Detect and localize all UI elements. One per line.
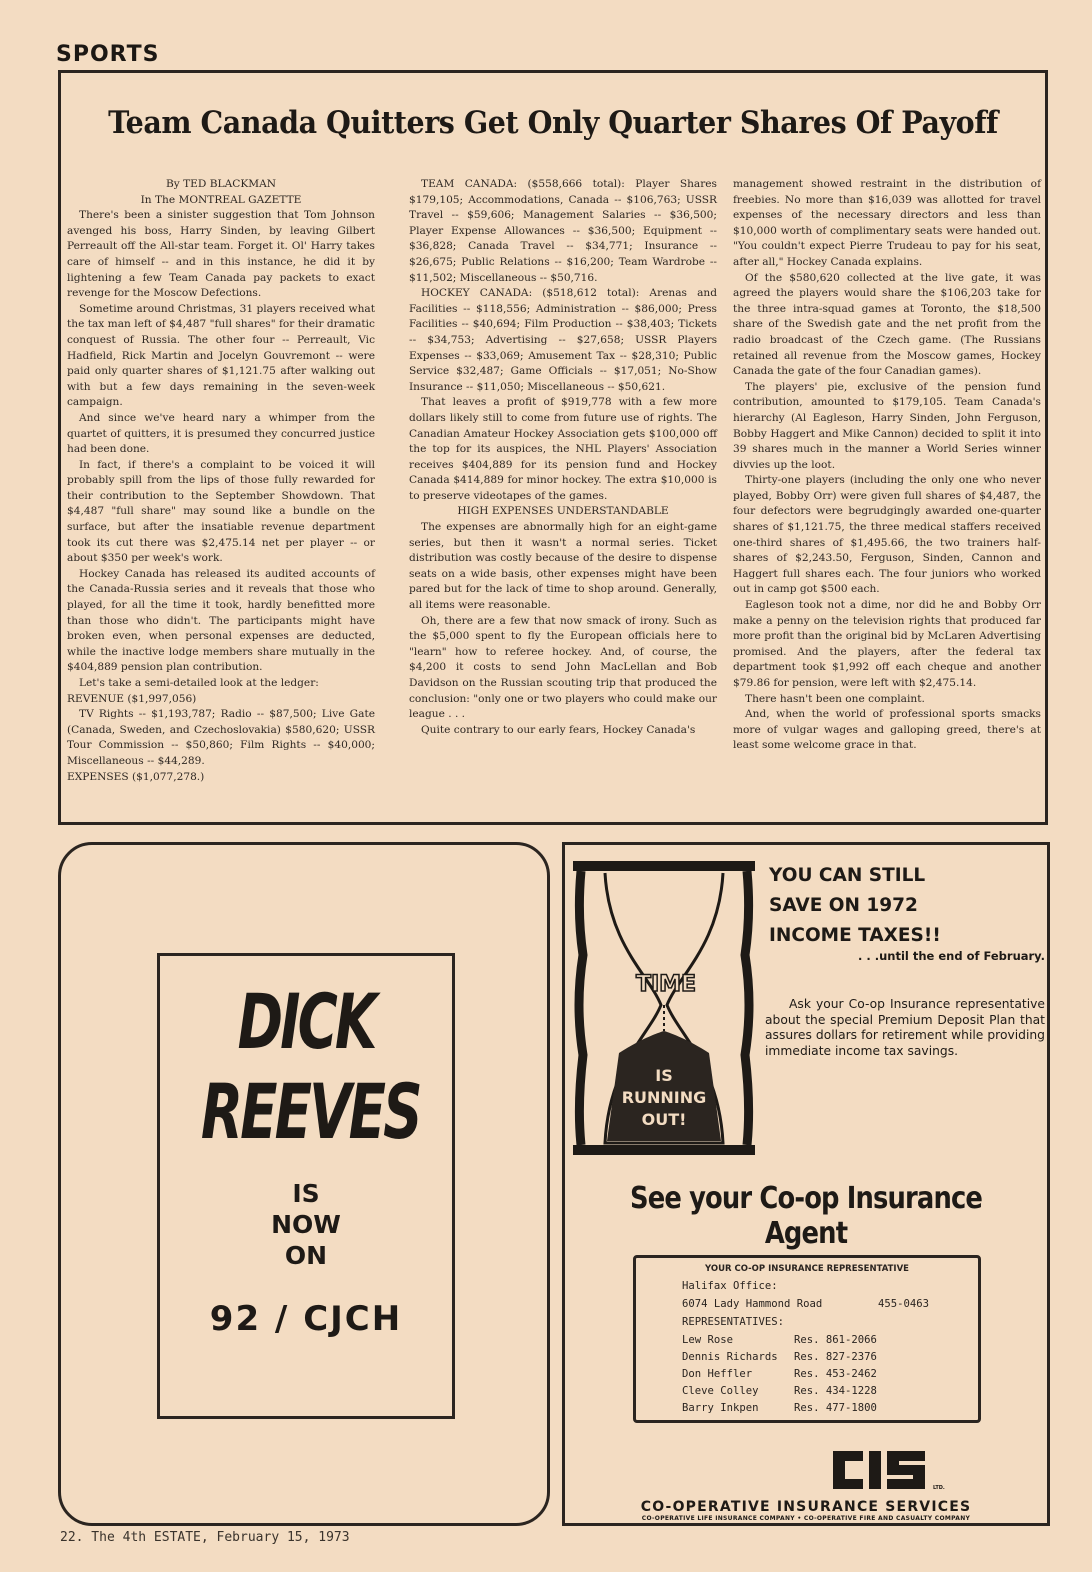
hourglass-word-time: TIME bbox=[635, 972, 697, 997]
reps-label: REPRESENTATIVES: bbox=[682, 1316, 785, 1328]
article-paragraph: Eagleson took not a dime, nor did he and Bobby Orr make a penny on the television rights that produced far more profit than the original bid by McLaren Advertising promised. And the players, after the federal tax department took $1,992 off each cheque and another $79.86 for pension, were left with $2,475.14. bbox=[733, 599, 1041, 689]
article-paragraph: The players' pie, exclusive of the pension fund contribution, amounted to $179,105. Team Canada's hierarchy (Al Eagleson, Harry Sinden, John Ferguson, Bobby Haggert and Mike Cannon) decided to split it into 39 shares much in the manner a World Series winner divvies up the loot. bbox=[733, 380, 1041, 471]
article-paragraph: Sometime around Christmas, 31 players received what the tax man left of $4,487 "full shares" for their dramatic conquest of Russia. The other four -- Perreault, Vic Hadfield, Rick Martin and Jocelyn Gouvremont -- were paid only quarter shares of $1,121.75 after walking out with but a few days remaining in the seven-week campaign. bbox=[67, 302, 375, 409]
article-paragraph: Oh, there are a few that now smack of irony. Such as the $5,000 spent to fly the European officials here to "learn" how to referee hockey. And, of course, the $4,200 it costs to send John MacLellan and Bob Davidson on the Russian scouting trip that produced the conclusion: "only one or two players who could make our league . . . bbox=[409, 614, 717, 721]
rep-title: YOUR CO-OP INSURANCE REPRESENTATIVE bbox=[705, 1264, 909, 1274]
article-paragraph: And since we've heard nary a whimper from the quartet of quitters, it is presumed they concurred justice had been done. bbox=[67, 411, 375, 456]
ad-on: ON bbox=[284, 1241, 328, 1270]
article-paragraph: EXPENSES ($1,077,278.) bbox=[67, 770, 205, 783]
coop-agent-slogan: See your Co-op Insurance Agent bbox=[629, 1181, 983, 1251]
article-paragraph: Let's take a semi-detailed look at the ledger: bbox=[79, 677, 319, 689]
article-paragraph: TV Rights -- $1,193,787; Radio -- $87,500; Live Gate (Canada, Sweden, and Czechoslovakia) $580,620; USSR Tour Commission -- $50,860; Film Rights -- $40,000; Miscellaneous -- $44,289. bbox=[67, 708, 375, 767]
article-paragraph: REVENUE ($1,997,056) bbox=[67, 692, 197, 705]
section-label: SPORTS bbox=[56, 42, 160, 67]
page-footer: 22. The 4th ESTATE, February 15, 1973 bbox=[60, 1530, 350, 1545]
rep-phone: Res. 453-2462 bbox=[794, 1368, 877, 1380]
ad-is: IS bbox=[292, 1179, 320, 1208]
dick-reeves-ad-inner bbox=[157, 953, 455, 1419]
cis-logo-icon bbox=[829, 1447, 943, 1493]
cis-company-subtitle: CO-OPERATIVE LIFE INSURANCE COMPANY • CO-OPERATIVE FIRE AND CASUALTY COMPANY bbox=[641, 1515, 971, 1522]
article-paragraph: By TED BLACKMAN bbox=[165, 178, 277, 190]
article-column-1 bbox=[67, 177, 375, 785]
hourglass-icon bbox=[569, 855, 759, 1157]
rep-phone: Res. 827-2376 bbox=[794, 1351, 877, 1363]
article-paragraph: And, when the world of professional sports smacks more of vulgar wages and galloping greed, there's at least some welcome grace in that. bbox=[733, 708, 1041, 752]
article-paragraph: In The MONTREAL GAZETTE bbox=[140, 193, 302, 206]
article-paragraph: management showed restraint in the distribution of freebies. No more than $16,039 was allotted for travel expenses of the necessary directors and less than $10,000 worth of complimentary seats were handed out. "You couldn't expect Pierre Trudeau to pay for his seat, after all," Hockey Canada explains. bbox=[733, 178, 1041, 268]
rep-phone: Res. 477-1800 bbox=[794, 1402, 877, 1414]
article-paragraph: Thirty-one players (including the only one who never played, Bobby Orr) were given full shares of $4,487, the four defectors were begrudgingly awarded one-quarter shares of $1,121.75, the three medical staffers received one-third shares of $1,495.66, the two trainers half-shares of $2,243.50, Ferguson, Sinden, Cannon and Haggert full shares each. The four juniors who worked out in camp got $500 each. bbox=[733, 474, 1041, 596]
ad-name-last: REEVES bbox=[200, 1067, 420, 1156]
article-paragraph: Quite contrary to our early fears, Hockey Canada's bbox=[421, 723, 696, 736]
coop-body-text: Ask your Co-op Insurance representative about the special Premium Deposit Plan that assures dollars for retirement while providing immediate income tax savings. bbox=[765, 997, 1045, 1058]
rep-name: Dennis Richards bbox=[682, 1351, 778, 1363]
dick-reeves-ad bbox=[58, 842, 550, 1526]
coop-headline-line-2: SAVE ON 1972 bbox=[769, 895, 918, 916]
article-paragraph: HIGH EXPENSES UNDERSTANDABLE bbox=[457, 505, 669, 518]
article-paragraph: There's been a sinister suggestion that Tom Johnson avenged his boss, Harry Sinden, by leaving Gilbert Perreault off the All-star team. Forget it. Ol' Harry takes care of himself -- and in this instance, he did it by lightening a few Team Canada pay packets to exact revenge for the Moscow Defections. bbox=[67, 209, 375, 300]
coop-headline bbox=[769, 861, 1039, 951]
article-paragraph: Of the $580,620 collected at the live gate, it was agreed the players would share the $106,203 take for the three intra-squad games at Toronto, the $18,500 share of the Swedish gate and the net profit from the radio broadcast of the Czech game. (The Russians retained all revenue from the Moscow games, Hockey Canada the gate of the four Canadian games). bbox=[733, 271, 1041, 378]
article-column-2 bbox=[409, 177, 717, 738]
office-phone: 455-0463 bbox=[878, 1298, 930, 1310]
rep-name: Barry Inkpen bbox=[682, 1402, 759, 1414]
headline: Team Canada Quitters Get Only Quarter Shares Of Payoff bbox=[108, 105, 998, 141]
coop-headline-line-3: INCOME TAXES!! bbox=[769, 925, 941, 946]
article-paragraph: HOCKEY CANADA: ($518,612 total): Arenas and Facilities -- $118,556; Administration -- $86,000; Press Facilities -- $40,694; Film Production -- $38,403; Tickets -- $34,753; Advertising -- $27,658; USSR Players Expenses -- $33,069; Amusement Tax -- $28,310; Public Service $32,487; Game Officials -- $17,051; No-Show Insurance -- $11,050; Miscellaneous -- $50,621. bbox=[409, 287, 717, 393]
article-paragraph: TEAM CANADA: ($558,666 total): Player Shares $179,105; Accommodations, Canada -- $106,763; USSR Travel -- $59,606; Management Salaries -- $36,500; Player Expense Allowances -- $36,500; Equipment -- $36,828; Canada Travel -- $34,771; Insurance -- $26,675; Public Relations -- $16,200; Team Wardrobe -- $11,502; Miscellaneous -- $50,716. bbox=[409, 178, 717, 284]
coop-subhead: . . .until the end of February. bbox=[857, 949, 1045, 963]
hourglass-word-is: IS bbox=[655, 1066, 673, 1085]
rep-phone: Res. 861-2066 bbox=[794, 1334, 877, 1346]
article-paragraph: There hasn't been one complaint. bbox=[745, 692, 925, 705]
coop-insurance-ad bbox=[562, 842, 1050, 1526]
ad-now: NOW bbox=[271, 1210, 341, 1239]
coop-body bbox=[765, 997, 1045, 1059]
ad-name-first: DICK bbox=[237, 977, 375, 1066]
ad-station: 92 / CJCH bbox=[209, 1299, 403, 1339]
cis-company-name: CO-OPERATIVE INSURANCE SERVICES bbox=[640, 1499, 972, 1515]
article bbox=[58, 70, 1048, 825]
rep-name: Lew Rose bbox=[682, 1334, 734, 1346]
rep-name: Cleve Colley bbox=[682, 1385, 759, 1397]
rep-name: Don Heffler bbox=[682, 1368, 753, 1380]
office-label: Halifax Office: bbox=[682, 1280, 778, 1292]
coop-headline-line-1: YOU CAN STILL bbox=[769, 865, 926, 886]
article-paragraph: That leaves a profit of $919,778 with a few more dollars likely still to come from future use of rights. The Canadian Amateur Hockey Association gets $100,000 off the top for its auspices, the NHL Players' Association receives $404,889 for its pension fund and Hockey Canada $414,889 for minor hockey. The extra $10,000 is to preserve videotapes of the games. bbox=[409, 396, 717, 502]
rep-phone: Res. 434-1228 bbox=[794, 1385, 877, 1397]
hourglass-word-out: OUT! bbox=[641, 1110, 687, 1129]
cis-logo-ltd: LTD. bbox=[933, 1485, 945, 1491]
office-address: 6074 Lady Hammond Road bbox=[682, 1298, 823, 1310]
article-paragraph: In fact, if there's a complaint to be voiced it will probably spill from the lips of those fully rewarded for their contribution to the September Showdown. That $4,487 "full share" may sound like a bundle on the surface, but after the insatiable revenue department took its cut there was $2,475.14 net per player -- or about $350 per week's work. bbox=[67, 458, 375, 565]
representative-box bbox=[633, 1255, 981, 1423]
hourglass-word-running: RUNNING bbox=[621, 1088, 707, 1107]
article-paragraph: The expenses are abnormally high for an eight-game series, but then it wasn't a normal series. Ticket distribution was costly because of the desire to dispense seats on a wide basis, other expenses might have been pared but for the lack of time to shop around. Generally, all items were reasonable. bbox=[409, 521, 717, 612]
article-column-3 bbox=[733, 177, 1041, 754]
article-paragraph: Hockey Canada has released its audited accounts of the Canada-Russia series and it reveals that those who played, for all the time it took, hardly benefitted more than those who didn't. The participants might have broken even, when personal expenses are deducted, while the inactive lodge members share mutually in the $404,889 pension plan contribution. bbox=[67, 567, 375, 674]
